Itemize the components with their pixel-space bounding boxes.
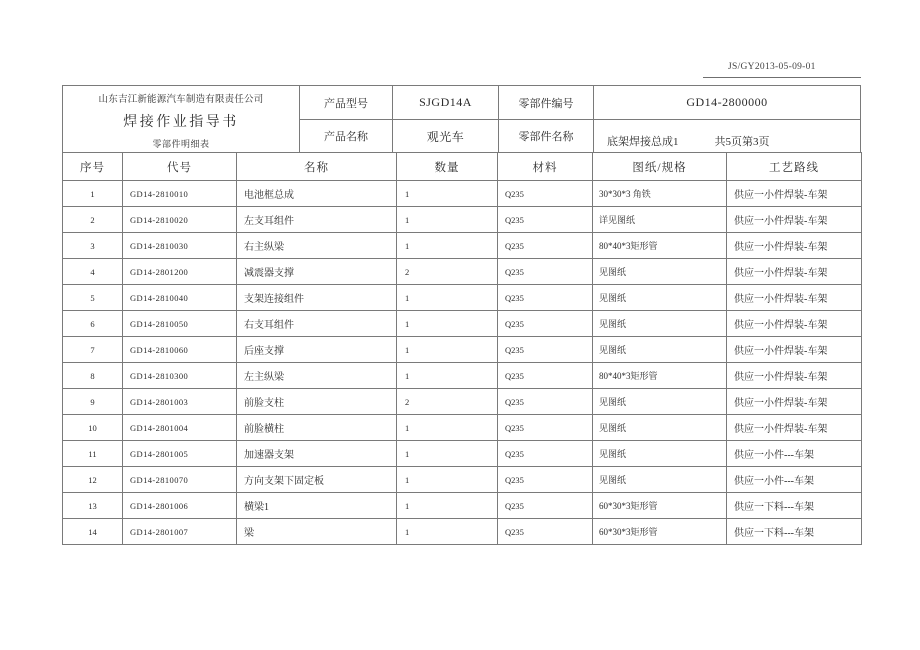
table-row [63,311,862,337]
cell-code: GD14-2801005 [123,441,237,467]
table-row [63,337,862,363]
cell-route: 供应一小件焊装-车架 [727,207,862,233]
product-model-label: 产品型号 [299,86,392,120]
column-header-index: 序号 [63,153,123,181]
table-row [63,259,862,285]
cell-code: GD14-2801003 [123,389,237,415]
cell-index: 14 [63,519,123,545]
cell-name: 后座支撑 [237,337,397,363]
cell-code: GD14-2810010 [123,181,237,207]
cell-route: 供应一小件焊装-车架 [727,389,862,415]
product-model-value: SJGD14A [392,86,498,120]
cell-route: 供应一小件焊装-车架 [727,285,862,311]
cell-spec: 详见图纸 [593,207,727,233]
cell-code: GD14-2810300 [123,363,237,389]
cell-material: Q235 [498,493,593,519]
cell-route: 供应一小件焊装-车架 [727,337,862,363]
cell-material: Q235 [498,441,593,467]
cell-name: 梁 [237,519,397,545]
cell-material: Q235 [498,467,593,493]
cell-material: Q235 [498,389,593,415]
document-subtitle: 零部件明细表 [152,139,210,149]
cell-name: 加速器支架 [237,441,397,467]
cell-route: 供应一下料---车架 [727,519,862,545]
cell-spec: 见图纸 [593,389,727,415]
table-row [63,181,862,207]
column-header-code: 代号 [123,153,237,181]
table-row [63,441,862,467]
table-row [63,285,862,311]
cell-name: 电池框总成 [237,181,397,207]
cell-index: 1 [63,181,123,207]
title-block [63,86,299,152]
cell-route: 供应一小件---车架 [727,467,862,493]
column-header-qty: 数量 [397,153,498,181]
header-block [62,85,861,152]
cell-index: 9 [63,389,123,415]
cell-spec: 见图纸 [593,311,727,337]
cell-material: Q235 [498,207,593,233]
cell-qty: 1 [397,441,498,467]
cell-spec: 见图纸 [593,285,727,311]
table-row [63,493,862,519]
cell-index: 12 [63,467,123,493]
cell-qty: 1 [397,233,498,259]
cell-index: 5 [63,285,123,311]
cell-code: GD14-2810020 [123,207,237,233]
table-row [63,389,862,415]
cell-material: Q235 [498,233,593,259]
cell-index: 4 [63,259,123,285]
doc-reference: JS/GY2013-05-09-01 [728,62,816,72]
cell-qty: 1 [397,493,498,519]
cell-spec: 60*30*3矩形管 [593,493,727,519]
cell-spec: 见图纸 [593,467,727,493]
product-name-value: 观光车 [392,120,498,152]
cell-material: Q235 [498,519,593,545]
cell-qty: 1 [397,415,498,441]
table-row [63,233,862,259]
cell-code: GD14-2801004 [123,415,237,441]
cell-index: 7 [63,337,123,363]
cell-qty: 2 [397,259,498,285]
cell-code: GD14-2810070 [123,467,237,493]
cell-qty: 1 [397,181,498,207]
cell-index: 10 [63,415,123,441]
cell-code: GD14-2810060 [123,337,237,363]
cell-route: 供应一小件焊装-车架 [727,259,862,285]
cell-spec: 见图纸 [593,259,727,285]
document-title: 焊接作业指导书 [123,115,239,130]
cell-material: Q235 [498,337,593,363]
cell-material: Q235 [498,415,593,441]
company-name: 山东吉江新能源汽车制造有限责任公司 [98,95,264,105]
part-number-value: GD14-2800000 [593,86,860,120]
cell-route: 供应一小件焊装-车架 [727,363,862,389]
cell-qty: 1 [397,363,498,389]
cell-material: Q235 [498,363,593,389]
cell-material: Q235 [498,285,593,311]
column-header-material: 材料 [498,153,593,181]
cell-material: Q235 [498,311,593,337]
cell-name: 支架连接组件 [237,285,397,311]
column-header-spec: 图纸/规格 [593,153,727,181]
column-header-name: 名称 [237,153,397,181]
cell-name: 前脸支柱 [237,389,397,415]
cell-name: 横梁1 [237,493,397,519]
cell-code: GD14-2810050 [123,311,237,337]
cell-route: 供应一小件焊装-车架 [727,233,862,259]
cell-code: GD14-2801007 [123,519,237,545]
cell-index: 3 [63,233,123,259]
table-body [63,181,862,545]
cell-material: Q235 [498,259,593,285]
cell-spec: 80*40*3矩形管 [593,363,727,389]
cell-qty: 1 [397,467,498,493]
cell-name: 右主纵梁 [237,233,397,259]
part-name-label: 零部件名称 [498,120,593,152]
cell-spec: 60*30*3矩形管 [593,519,727,545]
cell-route: 供应一下料---车架 [727,493,862,519]
table-row [63,467,862,493]
cell-name: 前脸横柱 [237,415,397,441]
table-row [63,207,862,233]
cell-route: 供应一小件焊装-车架 [727,181,862,207]
cell-qty: 1 [397,207,498,233]
cell-route: 供应一小件焊装-车架 [727,311,862,337]
cell-name: 减震器支撑 [237,259,397,285]
part-name-cell [593,120,860,152]
parts-table [62,152,862,545]
cell-index: 11 [63,441,123,467]
product-name-label: 产品名称 [299,120,392,152]
cell-index: 6 [63,311,123,337]
cell-qty: 1 [397,519,498,545]
cell-name: 左主纵梁 [237,363,397,389]
column-header-route: 工艺路线 [727,153,862,181]
cell-name: 方向支架下固定板 [237,467,397,493]
cell-qty: 1 [397,337,498,363]
table-header-row [63,153,862,181]
cell-qty: 1 [397,311,498,337]
cell-index: 8 [63,363,123,389]
page-number-info: 共5页第3页 [714,136,770,148]
table-row [63,415,862,441]
cell-route: 供应一小件---车架 [727,441,862,467]
cell-code: GD14-2810030 [123,233,237,259]
cell-code: GD14-2810040 [123,285,237,311]
cell-index: 13 [63,493,123,519]
cell-spec: 80*40*3矩形管 [593,233,727,259]
cell-spec: 见图纸 [593,441,727,467]
cell-code: GD14-2801200 [123,259,237,285]
part-number-label: 零部件编号 [498,86,593,120]
cell-route: 供应一小件焊装-车架 [727,415,862,441]
doc-reference-underline [703,77,861,78]
cell-spec: 见图纸 [593,415,727,441]
cell-qty: 1 [397,285,498,311]
part-name-value: 底架焊接总成1 [607,136,679,148]
table-row [63,363,862,389]
cell-qty: 2 [397,389,498,415]
cell-spec: 见图纸 [593,337,727,363]
cell-code: GD14-2801006 [123,493,237,519]
table-row [63,519,862,545]
cell-name: 左支耳组件 [237,207,397,233]
cell-name: 右支耳组件 [237,311,397,337]
cell-material: Q235 [498,181,593,207]
cell-spec: 30*30*3 角铁 [593,181,727,207]
cell-index: 2 [63,207,123,233]
